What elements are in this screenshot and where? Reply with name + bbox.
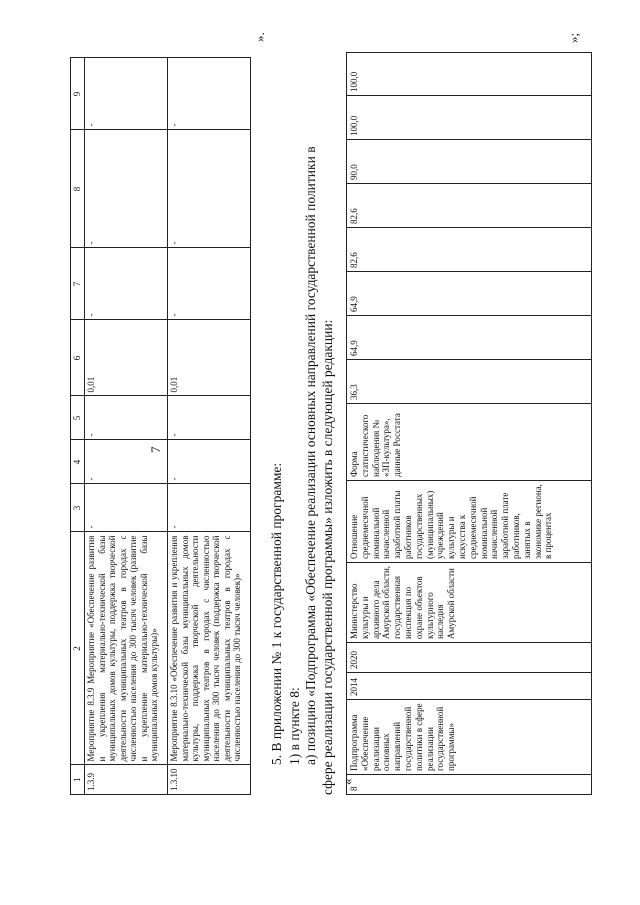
cell: - [85,130,168,248]
row-description: Мероприятие 8.3.10 «Обеспечение развития и укрепления материально-технической базы муниципальных домов культуры, поддержка творческой деятельности муниципальных театров в городах с численностью населения до 300 тысяч человек (поддержка творческой деятельности муниципальных театров в городах с численностью населения до 300 тысяч человек)» [168,532,251,765]
table-row [168,58,251,795]
cell: - [85,396,168,440]
subprogram-name: Подпрограмма «Обеспечение реализации основных направлений государственной политики в сфере реализации государственной программы» [347,700,592,775]
row-number: 1.3.10 [168,765,251,795]
row-description: Мероприятие 8.3.9 Мероприятие «Обеспечение развития и укрепления материально-технической базы муниципальных домов культуры, поддержка творческой деятельности муниципальных театров в городах с численностью населения до 300 тысяч человек (развитие и укрепление материально-технической базы муниципальных домов культуры)» [85,532,168,765]
header-cell: 7 [71,248,85,320]
value-cell: 82,6 [347,184,592,228]
cell: - [168,396,251,440]
paragraph-position: а) позицию «Подпрограмма «Обеспечение реализации основных направлений государственной политики в [303,146,318,765]
table-header-row [71,58,85,795]
year-end: 2020 [347,643,592,673]
page-number: 7 [148,446,163,453]
cell: - [168,440,251,484]
table-row [85,58,168,795]
header-cell: 1 [71,765,85,795]
year-start: 2014 [347,673,592,700]
cell: - [168,58,251,130]
table-row [347,53,592,795]
header-cell: 6 [71,320,85,396]
row-number: 1.3.9 [85,765,168,795]
header-cell: 3 [71,484,85,532]
value-cell: 100,0 [347,53,592,96]
cell: - [85,248,168,320]
cell: - [85,440,168,484]
indicator-description: Отношение среднемесячной номинальной начисленной заработной платы работников государственных (муниципальных) учреждений культуры и искусства к среднемесячной номинальной начисленной заработной плате работников, занятых в экономике региона, в процентах [347,481,592,563]
closing-quote: ». [252,32,267,42]
header-cell: 5 [71,396,85,440]
subprogram-table [346,52,592,795]
cell: - [168,130,251,248]
paragraph-item: 1) в пункте 8: [287,687,302,765]
paragraph-appendix: 5. В приложении № 1 к государственной программе: [269,462,284,765]
paragraph-continuation: сфере реализации государственной программы» изложить в следующей редакции: [320,319,335,795]
row-number: 8 [347,775,592,795]
cell: 0,01 [85,320,168,396]
value-cell: 90,0 [347,140,592,184]
closing-quote-semicolon: »; [566,32,581,43]
indicators-table-top [70,58,251,796]
executor: Министерство культуры и архивного дела Амурской области, государственная инспекция по охране объектов культурного наследия Амурской области [347,563,592,643]
opening-quote: « [340,778,355,785]
header-cell: 8 [71,130,85,248]
value-cell: 36,3 [347,360,592,404]
cell: - [168,484,251,532]
cell: - [168,248,251,320]
cell: - [85,484,168,532]
cell: - [85,58,168,130]
value-cell: 82,6 [347,228,592,272]
cell: 0,01 [168,320,251,396]
header-cell: 4 [71,440,85,484]
header-cell: 9 [71,58,85,130]
value-cell: 64,9 [347,272,592,316]
header-cell: 2 [71,532,85,765]
value-cell: 100,0 [347,96,592,140]
value-cell: 64,9 [347,316,592,360]
data-source: Форма статистического наблюдения № «ЗП-культура», данные Росстата [347,404,592,481]
